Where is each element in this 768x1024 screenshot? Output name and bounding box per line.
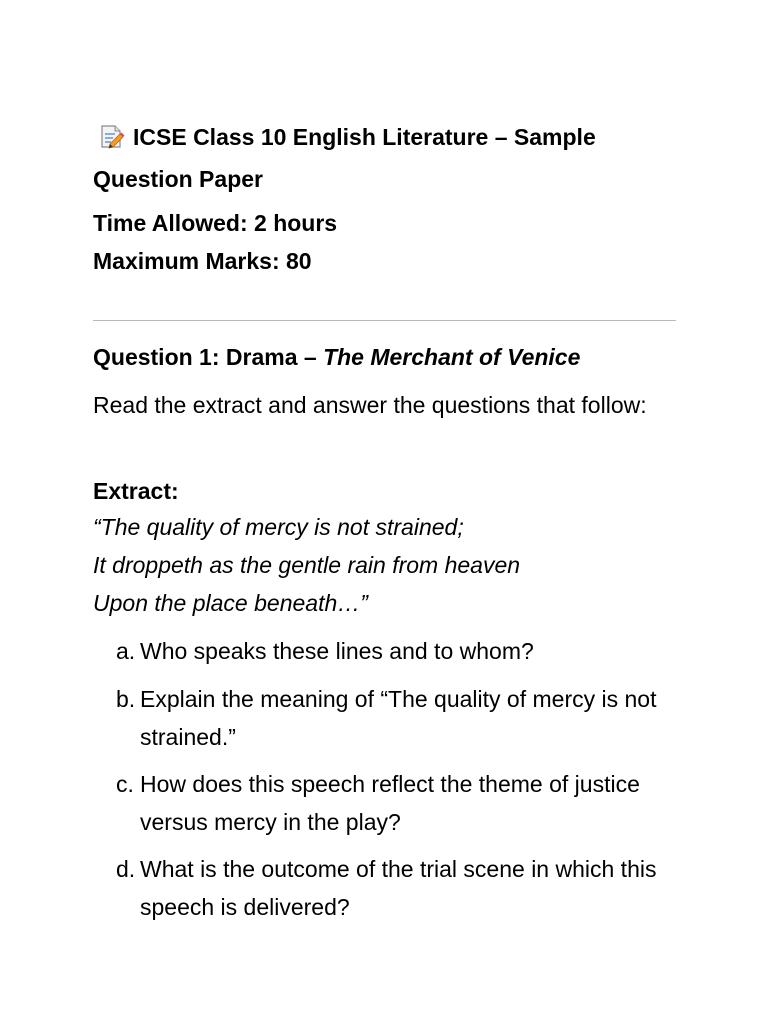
- memo-icon: [99, 122, 125, 160]
- subquestion-marker: d.: [116, 856, 136, 882]
- extract-quote: [93, 508, 520, 622]
- subquestion-d: [93, 850, 676, 926]
- subquestion-text: How does this speech reflect the theme of justice versus mercy in the play?: [140, 771, 640, 835]
- extract-line: “The quality of mercy is not strained;: [93, 514, 464, 540]
- subquestion-a: [93, 632, 676, 670]
- extract-line: It droppeth as the gentle rain from heaven: [93, 552, 521, 578]
- subquestion-marker: a.: [116, 638, 136, 664]
- subquestion-text: Explain the meaning of “The quality of mercy is not strained.”: [140, 686, 657, 750]
- section-divider: [93, 320, 676, 321]
- question-instruction: Read the extract and answer the questions that follow:: [93, 392, 647, 418]
- maximum-marks: Maximum Marks: 80: [93, 248, 312, 274]
- subquestion-marker: b.: [116, 686, 136, 712]
- subquestion-b: [93, 680, 676, 756]
- paper-title: [93, 118, 676, 198]
- exam-meta: [93, 204, 337, 280]
- subquestion-text: What is the outcome of the trial scene in which this speech is delivered?: [140, 856, 657, 920]
- question-heading: [93, 338, 580, 376]
- play-title: The Merchant of Venice: [323, 344, 581, 370]
- question-heading-prefix: Question 1: Drama –: [93, 344, 324, 370]
- extract-line: Upon the place beneath…”: [93, 590, 368, 616]
- subquestion-marker: c.: [116, 771, 134, 797]
- subquestion-text: Who speaks these lines and to whom?: [140, 638, 534, 664]
- extract-label: Extract:: [93, 478, 179, 504]
- paper-title-text: ICSE Class 10 English Literature – Sample Question Paper: [93, 124, 596, 192]
- subquestion-c: [93, 765, 676, 841]
- time-allowed: Time Allowed: 2 hours: [93, 210, 338, 236]
